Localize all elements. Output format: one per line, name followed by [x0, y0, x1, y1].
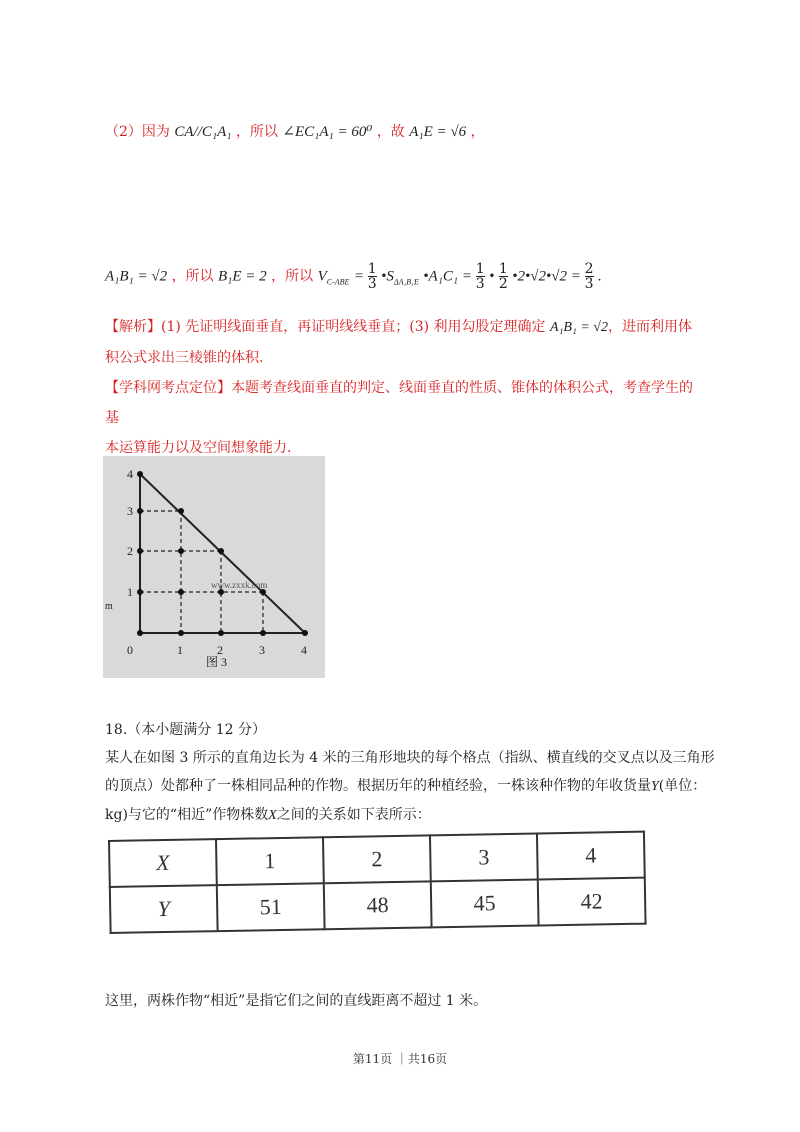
table-cell: X [109, 839, 217, 887]
problem-line-1: 某人在如图 3 所示的直角边长为 4 米的三角形地块的每个格点（指纵、横直线的交叉点以及三角形 [105, 750, 715, 766]
figure-3 [103, 456, 325, 678]
watermark-text: www.zxxk.com [211, 580, 268, 590]
part2-end: ， [470, 124, 485, 140]
vol-eq-a: = [353, 268, 368, 285]
part2-hence: ，故 [376, 124, 405, 140]
dashed-grid [140, 511, 263, 633]
vol-sub-s: ΔA₁B₁E [393, 277, 419, 287]
problem-header: 18.（本小题满分 12 分） [105, 722, 266, 738]
fraction-3: $\frac{1}{2}$ [498, 261, 508, 292]
page-footer: 第11页 ｜共16页 [352, 1052, 448, 1066]
vol-expr-a1c1: •A₁C₁ = [423, 268, 476, 285]
table-row [110, 878, 646, 933]
problem-line-3: kg)与它的“相近”作物株数X之间的关系如下表所示： [105, 807, 431, 823]
solution-volume-line [105, 262, 602, 291]
vol-sub-v: C-ABE [326, 277, 350, 287]
analysis-line-4: 本运算能力以及空间想象能力. [105, 440, 292, 456]
problem-18 [105, 716, 725, 830]
table-cell: Y [110, 885, 218, 933]
unit-label: m [105, 601, 113, 612]
problem-line-2: 的顶点）处都种了一株相同品种的作物。根据历年的种植经验，一株该种作物的年收货量Y(单位： [105, 778, 707, 794]
vol-so-1: ，所以 [171, 268, 214, 285]
figure-caption: 图 3 [206, 655, 228, 669]
table-cell: 2 [323, 835, 431, 883]
vol-expr-product: •2•√2•√2 = [512, 268, 585, 285]
fraction-1: $\frac{1}{3}$ [367, 261, 377, 292]
table-cell: 4 [537, 832, 645, 880]
analysis-text-1a: 【解析】(1) 先证明线面垂直，再证明线线垂直；(3) 利用勾股定理确定 [105, 319, 551, 335]
part2-expr-angle: ∠EC₁A₁ = 60⁰ [282, 124, 373, 140]
vol-dot: • [489, 268, 495, 285]
xy-table [108, 831, 647, 934]
analysis-line-2: 积公式求出三棱锥的体积. [105, 350, 264, 366]
y-tick-4: 4 [127, 467, 133, 481]
var-y: Y [651, 779, 659, 794]
y-tick-3: 3 [127, 504, 133, 518]
table-cell: 51 [217, 883, 325, 931]
problem-note: 这里，两株作物“相近”是指它们之间的直线距离不超过 1 米。 [105, 993, 488, 1009]
y-tick-1: 1 [127, 585, 133, 599]
analysis-line-3: 【学科网考点定位】本题考查线面垂直的判定、线面垂直的性质、锥体的体积公式，考查学生的基 [105, 380, 693, 426]
vol-expr-s: •S [381, 268, 394, 285]
xy-table-wrap [108, 840, 645, 934]
grid-triangle-diagram [103, 456, 325, 678]
analysis-block [105, 312, 705, 463]
vol-expr-v: V [317, 268, 327, 285]
vol-so-2: ，所以 [271, 268, 314, 285]
part2-expr-parallel: CA//C₁A₁ [174, 124, 232, 140]
x-tick-2: 2 [217, 643, 223, 657]
x-tick-3: 3 [259, 643, 265, 657]
table-cell: 45 [431, 880, 539, 928]
vol-expr-a1b1: A₁B₁ = √2 [105, 268, 168, 285]
part2-expr-length: A₁E = √6 [409, 124, 467, 140]
vol-end: . [597, 268, 602, 285]
x-tick-1: 1 [177, 643, 183, 657]
x-tick-4: 4 [301, 643, 307, 657]
part2-label: （2）因为 [105, 124, 170, 140]
var-x: X [268, 808, 277, 823]
table-cell: 48 [324, 881, 432, 929]
vol-expr-b1e: B₁E = 2 [218, 268, 267, 285]
table-cell: 3 [430, 834, 538, 882]
analysis-text-1b: ，进而利用体 [607, 319, 692, 335]
analysis-expr: A₁B₁ = √2 [550, 320, 608, 335]
fraction-2: $\frac{1}{3}$ [475, 261, 485, 292]
part2-so: ，所以 [235, 124, 278, 140]
table-cell: 42 [538, 878, 646, 926]
fraction-4: $\frac{2}{3}$ [584, 261, 594, 292]
solution-part2-line [105, 121, 485, 141]
y-tick-2: 2 [127, 544, 133, 558]
x-tick-0: 0 [127, 643, 133, 657]
analysis-line-1 [105, 312, 705, 343]
table-cell: 1 [216, 837, 324, 885]
